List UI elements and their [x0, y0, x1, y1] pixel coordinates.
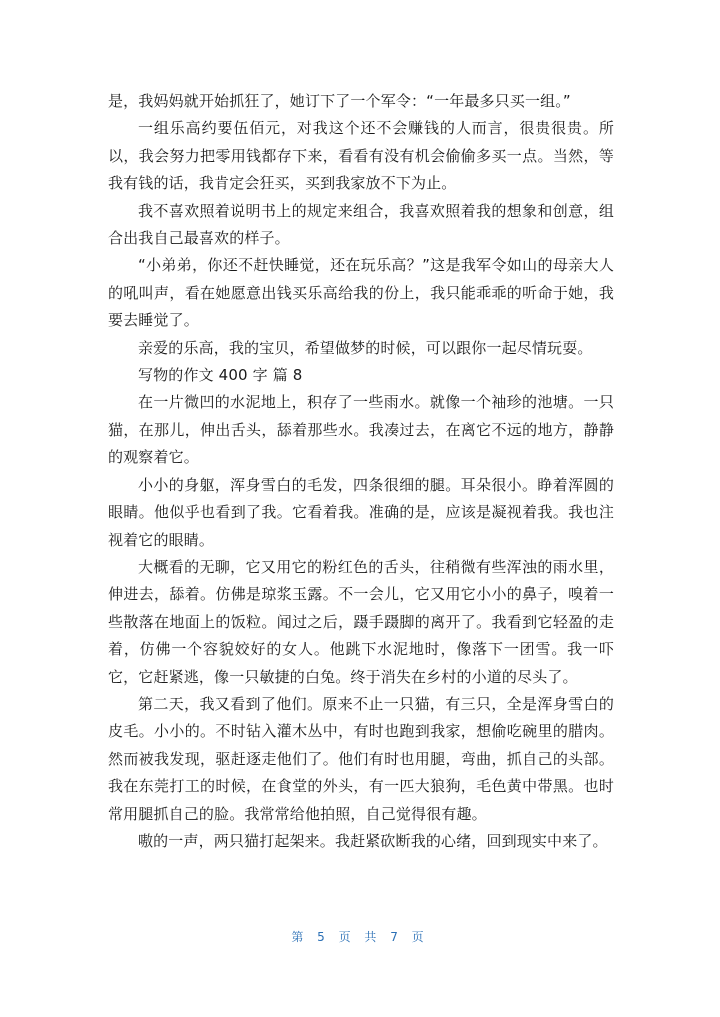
paragraph: 我不喜欢照着说明书上的规定来组合，我喜欢照着我的想象和创意，组合出我自己最喜欢的样子。: [108, 201, 614, 248]
section-heading: 写物的作文 400 字 篇 8: [138, 366, 303, 385]
paragraph: 一组乐高约要伍佰元，对我这个还不会赚钱的人而言，很贵很贵。所以，我会努力把零用钱都存下来，看看有没有机会偷偷多买一点。当然，等我有钱的话，我肯定会狂买，买到我家放不下为止。: [108, 119, 614, 193]
paragraph: 亲爱的乐高，我的宝贝，希望做梦的时候，可以跟你一起尽情玩耍。: [138, 338, 593, 357]
paragraph: 在一片微凹的水泥地上，积存了一些雨水。就像一个袖珍的池塘。一只猫，在那儿，伸出舌头，舔着那些水。我凑过去，在离它不远的地方，静静的观察着它。: [108, 393, 614, 467]
paragraph: 小小的身躯，浑身雪白的毛发，四条很细的腿。耳朵很小。睁着浑圆的眼睛。他似乎也看到了我。它看着我。准确的是，应该是凝视着我。我也注视着它的眼睛。: [108, 475, 614, 549]
page-number-footer: 第 5 页 共 7 页: [291, 930, 429, 944]
paragraph: 是，我妈妈就开始抓狂了，她订下了一个军令：“一年最多只买一组。”: [108, 92, 571, 110]
paragraph: “小弟弟，你还不赶快睡觉，还在玩乐高？”这是我军令如山的母亲大人的吼叫声，看在她愿意出钱买乐高给我的份上，我只能乖乖的听命于她，我要去睡觉了。: [108, 256, 614, 330]
paragraph: 嗷的一声，两只猫打起架来。我赶紧砍断我的心绪，回到现实中来了。: [138, 831, 608, 850]
paragraph: 第二天，我又看到了他们。原来不止一只猫，有三只，全是浑身雪白的皮毛。小小的。不时钻入灌木丛中，有时也跑到我家，想偷吃碗里的腊肉。然而被我发现，驱赶逐走他们了。他们有时也用腿，弯曲，抓自己的头部。我在东莞打工的时候，在食堂的外头，有一匹大狼狗，毛色黄中带黑。也时常用腿抓自己的脸。我常常给他拍照，自己觉得很有趣。: [108, 694, 614, 823]
paragraph: 大概看的无聊，它又用它的粉红色的舌头，往稍微有些浑浊的雨水里，伸进去，舔着。仿佛是琼浆玉露。不一会儿，它又用它小小的鼻子，嗅着一些散落在地面上的饭粒。闻过之后，蹑手蹑脚的离开了。我看到它轻盈的走着，仿佛一个容貌姣好的女人。他跳下水泥地时，像落下一团雪。我一吓它，它赶紧逃，像一只敏捷的白兔。终于消失在乡村的小道的尽头了。: [108, 557, 614, 686]
document-body: [108, 88, 614, 855]
